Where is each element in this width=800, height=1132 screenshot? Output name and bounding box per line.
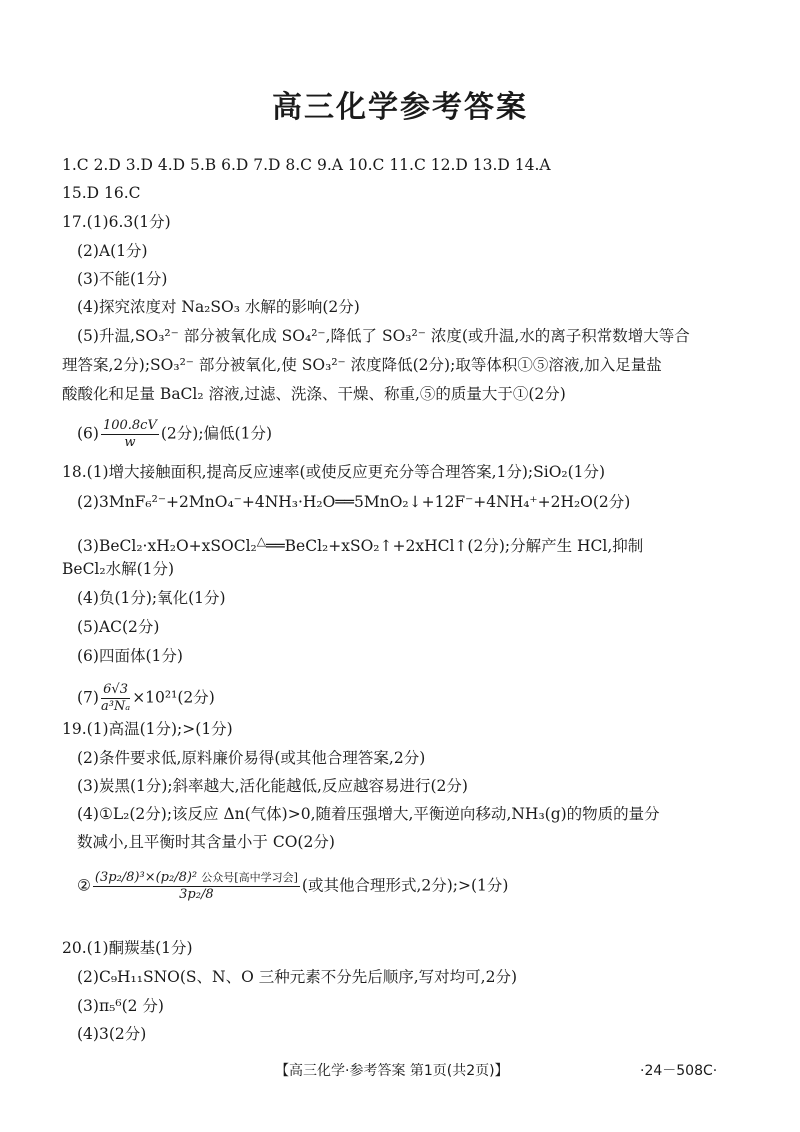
watermark-text: 公众号[高中学习会] [201, 871, 298, 884]
answer-line: (3)炭黑(1分);斜率越大,活化能越低,反应越容易进行(2分) [77, 777, 468, 795]
item-label: (6) [77, 424, 99, 443]
fraction-denominator: a³Nₐ [100, 699, 131, 714]
answer-line: (2)A(1分) [77, 242, 148, 260]
answer-line: 15.D 16.C [62, 184, 141, 202]
fraction-numerator: 100.8cV [102, 418, 157, 433]
answer-line: 理答案,2分);SO₃²⁻ 部分被氧化,使 SO₃²⁻ 浓度降低(2分);取等体积①⑤溶液,加入足量盐 [62, 356, 662, 374]
item-text: BeCl₂+xSO₂↑+2xHCl↑(2分);分解产生 HCl,抑制 [284, 537, 644, 556]
answer-line: (4)①L₂(2分);该反应 Δn(气体)>0,随着压强增大,平衡逆向移动,NH₃(g)的物质的量分 [77, 805, 660, 823]
heat-sign: △ [256, 534, 266, 548]
item-label: ② [77, 876, 91, 895]
item-label: (7) [77, 688, 99, 707]
answer-line-formula [77, 870, 508, 903]
answer-line: (2)条件要求低,原料廉价易得(或其他合理答案,2分) [77, 749, 426, 767]
answer-line: BeCl₂水解(1分) [62, 560, 175, 578]
answer-line: (2)3MnF₆²⁻+2MnO₄⁻+4NH₃·H₂O══5MnO₂↓+12F⁻+4NH₄⁺+2H₂O(2分) [77, 493, 631, 511]
answer-line-formula [77, 682, 215, 715]
answer-line: (5)AC(2分) [77, 618, 160, 636]
answer-line: 19.(1)高温(1分);>(1分) [62, 720, 233, 738]
answer-line: (3)不能(1分) [77, 270, 168, 288]
item-text: ×10²¹(2分) [132, 688, 215, 707]
numerator-text: (3p₂/8)³×(p₂/8)² [94, 870, 198, 885]
answer-line-formula [77, 531, 643, 556]
answer-line: (4)探究浓度对 Na₂SO₃ 水解的影响(2分) [77, 298, 360, 316]
answer-line: (2)C₉H₁₁SNO(S、N、O 三种元素不分先后顺序,写对均可,2分) [77, 968, 517, 986]
fraction [101, 682, 130, 715]
item-text: (或其他合理形式,2分);>(1分) [301, 876, 509, 895]
answer-line: (5)升温,SO₃²⁻ 部分被氧化成 SO₄²⁻,降低了 SO₃²⁻ 浓度(或升温,水的离子积常数增大等合 [77, 327, 690, 345]
footer-code: ·24－508C· [640, 1063, 718, 1079]
fraction-denominator: w [124, 435, 136, 450]
item-text: (2分);偏低(1分) [160, 424, 272, 443]
answer-line: 18.(1)增大接触面积,提高反应速率(或使反应更充分等合理答案,1分);SiO₂(1分) [62, 463, 606, 481]
answer-line: (4)负(1分);氧化(1分) [77, 589, 226, 607]
answer-line: (3)π₅⁶(2 分) [77, 997, 164, 1015]
page-title: 高三化学参考答案 [272, 90, 528, 125]
fraction-numerator: 6√3 [101, 682, 130, 699]
footer-page-info: 【高三化学·参考答案 第1页(共2页)】 [275, 1063, 509, 1079]
answer-line: 20.(1)酮羰基(1分) [62, 939, 193, 957]
answer-line: 数减小,且平衡时其含量小于 CO(2分) [77, 833, 335, 851]
answer-line: (4)3(2分) [77, 1025, 147, 1043]
answer-line: 酸酸化和足量 BaCl₂ 溶液,过滤、洗涤、干燥、称重,⑤的质量大于①(2分) [62, 385, 566, 403]
answer-line: (6)四面体(1分) [77, 647, 183, 665]
fraction-denominator: 3p₂/8 [179, 887, 214, 902]
fraction [93, 870, 300, 903]
fraction [101, 418, 159, 451]
item-text: (3)BeCl₂·xH₂O+xSOCl₂ [77, 537, 257, 556]
fraction-numerator [93, 870, 300, 887]
answer-line: 17.(1)6.3(1分) [62, 213, 171, 231]
equals-sign: ══ [265, 537, 285, 556]
answer-line-formula [77, 418, 272, 451]
answer-line: 1.C 2.D 3.D 4.D 5.B 6.D 7.D 8.C 9.A 10.C 11.C 12.D 13.D 14.A [62, 156, 551, 174]
